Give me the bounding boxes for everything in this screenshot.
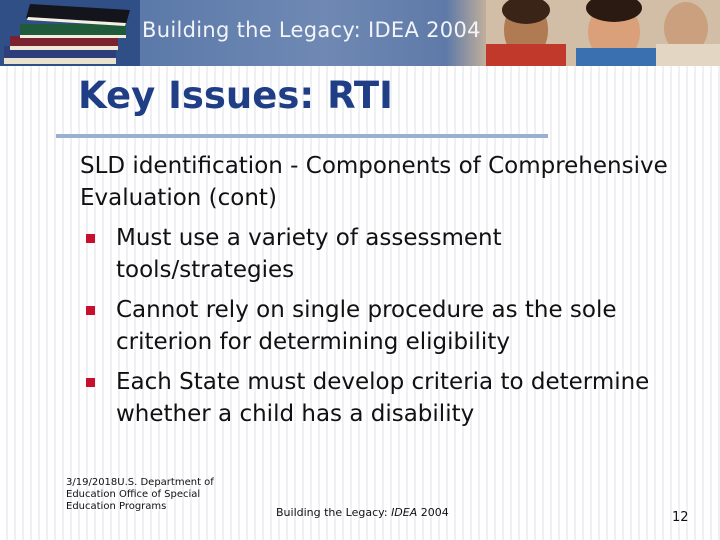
lead-text: SLD identification - Components of Comprehensive Evaluation (cont) xyxy=(80,153,668,211)
footer-title-prefix: Building the Legacy: xyxy=(276,506,392,519)
footer-date-org: 3/19/2018U.S. Department of Education Office of Special Education Programs xyxy=(66,477,214,512)
page-number: 12 xyxy=(672,510,689,525)
bullet-item xyxy=(80,366,676,430)
slide-body xyxy=(80,150,680,430)
bullet-text: Cannot rely on single procedure as the sole criterion for determining eligibility xyxy=(116,297,617,355)
bullet-list xyxy=(80,222,680,430)
bullet-item xyxy=(80,294,676,358)
books-image xyxy=(0,0,140,66)
footer-title-em: IDEA xyxy=(391,506,418,519)
banner-title: Building the Legacy: IDEA 2004 xyxy=(142,18,481,42)
bullet-item xyxy=(80,222,676,286)
footer-title-suffix: 2004 xyxy=(417,506,449,519)
bullet-text: Must use a variety of assessment tools/strategies xyxy=(116,225,502,283)
square-bullet-icon xyxy=(86,378,95,387)
square-bullet-icon xyxy=(86,234,95,243)
header-banner xyxy=(0,0,720,66)
title-underline xyxy=(56,134,548,138)
square-bullet-icon xyxy=(86,306,95,315)
footer-title xyxy=(276,506,449,519)
bullet-text: Each State must develop criteria to determine whether a child has a disability xyxy=(116,369,650,427)
students-photo xyxy=(486,0,720,66)
slide-title: Key Issues: RTI xyxy=(78,74,393,117)
